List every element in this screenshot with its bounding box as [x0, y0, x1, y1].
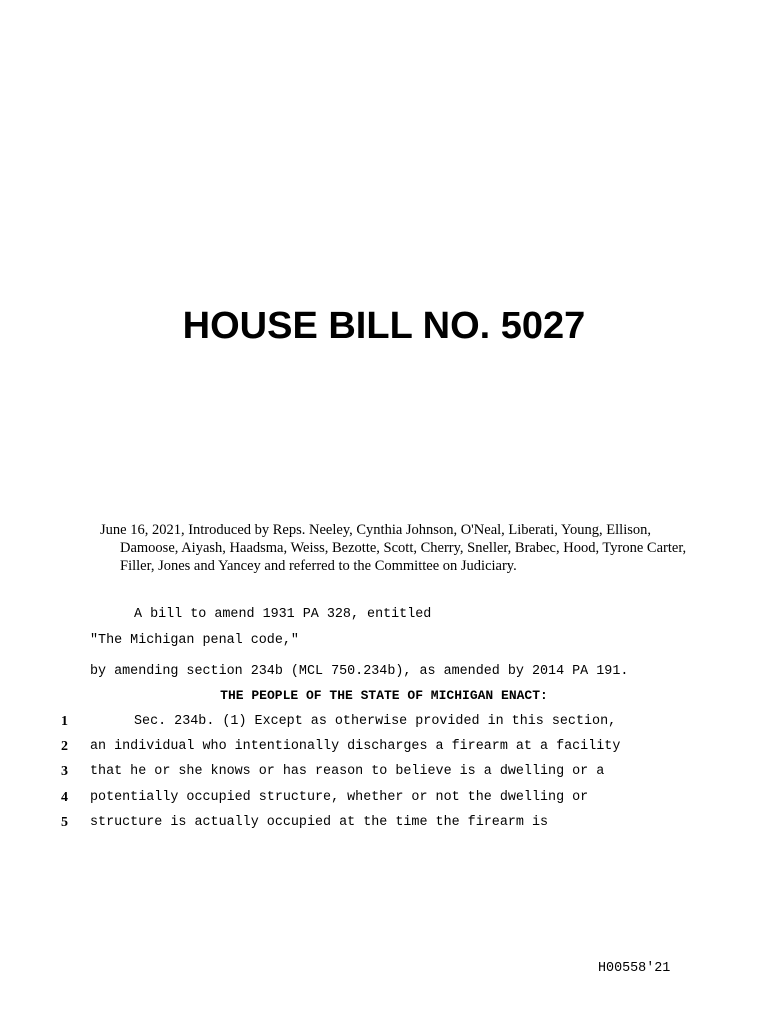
body-line-3: that he or she knows or has reason to believe is a dwelling or a: [90, 764, 605, 779]
line-number-4: 4: [61, 790, 68, 805]
preamble-line-1: A bill to amend 1931 PA 328, entitled: [134, 607, 432, 622]
line-number-2: 2: [61, 739, 68, 754]
line-number-1: 1: [61, 714, 68, 729]
body-line-5: structure is actually occupied at the time the firearm is: [90, 815, 549, 830]
footer-document-code: H00558'21: [598, 961, 671, 976]
line-number-3: 3: [61, 764, 68, 779]
preamble-line-3: by amending section 234b (MCL 750.234b), as amended by 2014 PA 191.: [90, 664, 629, 679]
enacting-clause: THE PEOPLE OF THE STATE OF MICHIGAN ENACT:: [220, 688, 548, 703]
preamble-line-2: "The Michigan penal code,": [90, 633, 299, 648]
body-line-1: Sec. 234b. (1) Except as otherwise provided in this section,: [134, 714, 617, 729]
line-number-5: 5: [61, 815, 68, 830]
body-line-2: an individual who intentionally discharges a firearm at a facility: [90, 739, 621, 754]
introduction-paragraph: June 16, 2021, Introduced by Reps. Neeley, Cynthia Johnson, O'Neal, Liberati, Young, Ellison, Damoose, Aiyash, Haadsma, Weiss, Bezotte, Scott, Cherry, Sneller, Brabec, Hood, Tyrone Carter, Filler, Jones and Yancey and referred to the Committee on Judiciary.: [100, 522, 687, 574]
bill-title: HOUSE BILL NO. 5027: [182, 305, 586, 347]
body-line-4: potentially occupied structure, whether or not the dwelling or: [90, 790, 589, 805]
